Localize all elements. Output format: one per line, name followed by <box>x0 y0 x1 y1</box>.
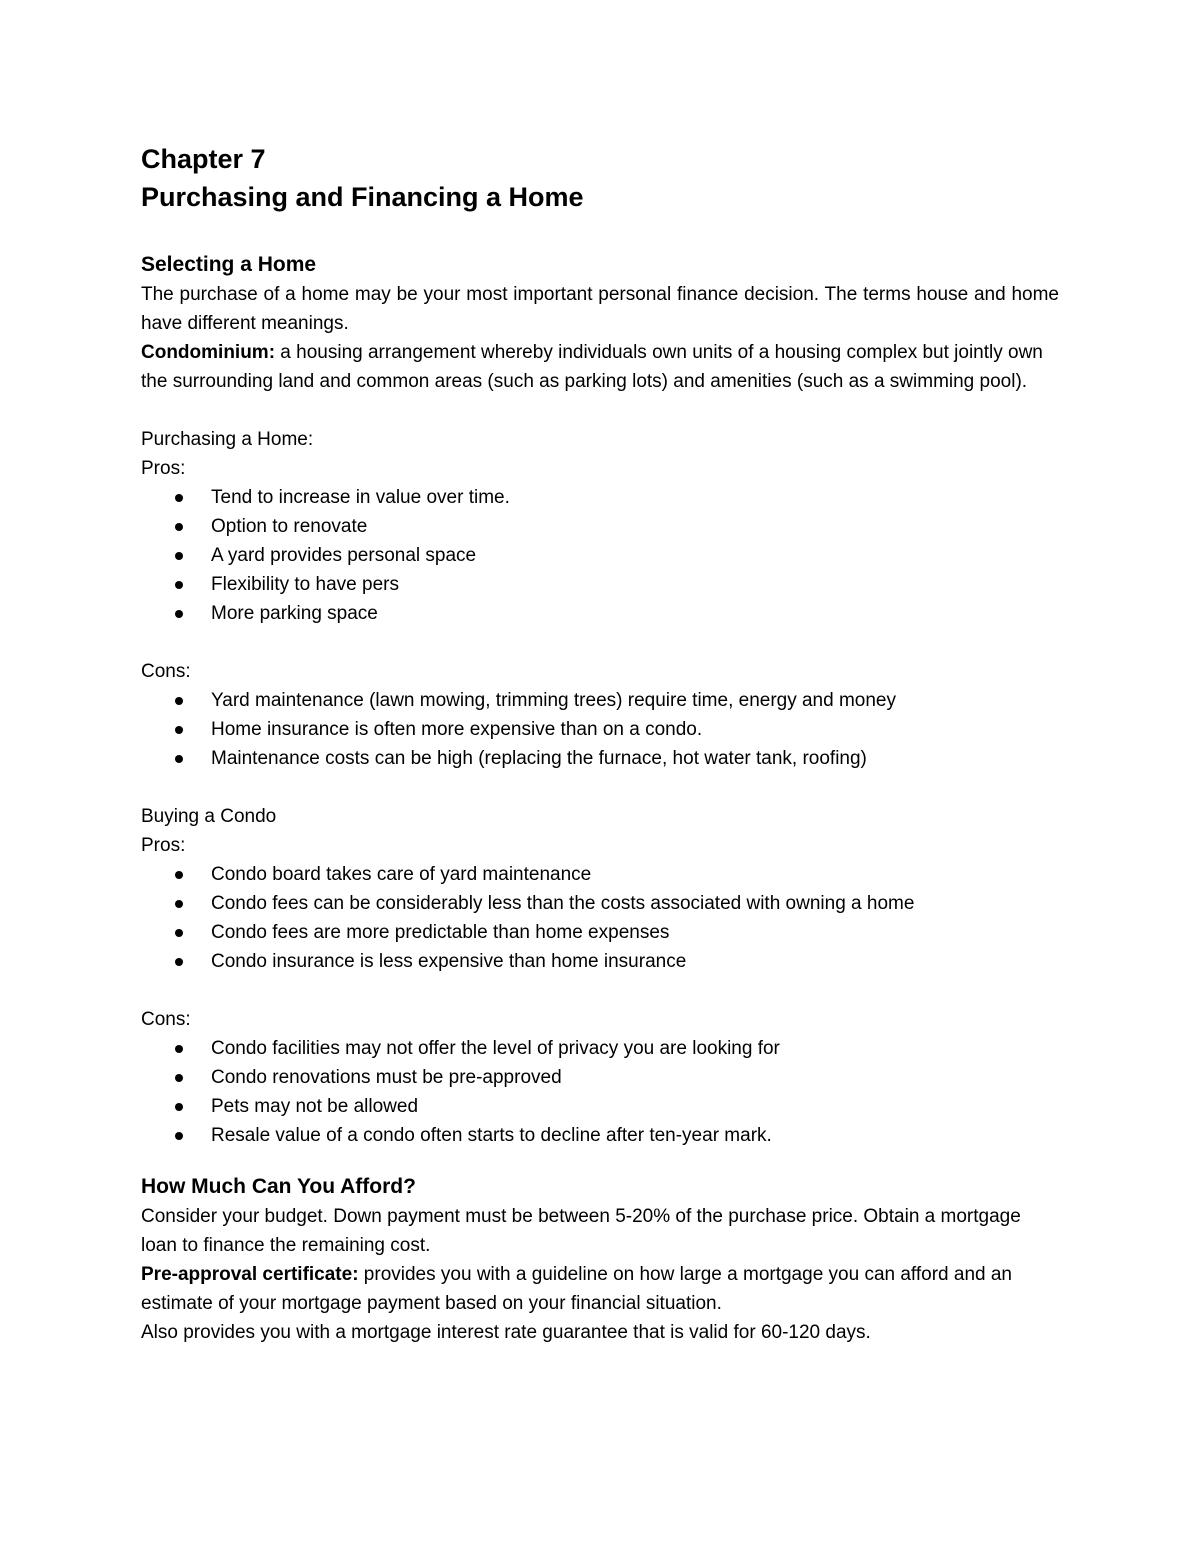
rate-guarantee-paragraph: Also provides you with a mortgage interest rate guarantee that is valid for 60-120 days. <box>141 1322 871 1343</box>
bullet-icon <box>175 552 183 560</box>
purchasing-home-label: Purchasing a Home: <box>141 429 314 450</box>
home-pros-list <box>141 483 1059 628</box>
condo-cons-list <box>141 1034 1059 1150</box>
list-item: Pets may not be allowed <box>211 1092 1059 1121</box>
selecting-home-paragraph: The purchase of a home may be your most important personal finance decision. The terms house and home have different meanings. <box>141 284 1059 334</box>
bullet-icon <box>175 900 183 908</box>
bullet-icon <box>175 929 183 937</box>
list-item: Maintenance costs can be high (replacing the furnace, hot water tank, roofing) <box>211 744 1059 773</box>
condominium-definition-text: a housing arrangement whereby individuals own units of a housing complex but jointly own the surrounding land and common areas (such as parking lots) and amenities (such as a swimming pool). <box>141 342 1043 392</box>
condominium-term: Condominium: <box>141 342 276 363</box>
list-item: Condo board takes care of yard maintenance <box>211 860 1059 889</box>
bullet-icon <box>175 494 183 502</box>
spacer <box>141 773 1059 802</box>
spacer <box>141 976 1059 1005</box>
preapproval-definition <box>141 1260 1059 1318</box>
chapter-number: Chapter 7 <box>141 144 266 174</box>
home-cons-list <box>141 686 1059 773</box>
preapproval-term: Pre-approval certificate: <box>141 1264 359 1285</box>
bullet-icon <box>175 1045 183 1053</box>
condo-pros-label: Pros: <box>141 835 186 856</box>
list-item: Condo insurance is less expensive than home insurance <box>211 947 1059 976</box>
afford-heading: How Much Can You Afford? <box>141 1175 416 1198</box>
bullet-icon <box>175 871 183 879</box>
list-item: Condo renovations must be pre-approved <box>211 1063 1059 1092</box>
list-item: Condo fees are more predictable than home expenses <box>211 918 1059 947</box>
condominium-definition <box>141 338 1059 396</box>
bullet-icon <box>175 958 183 966</box>
home-cons-label: Cons: <box>141 661 191 682</box>
bullet-icon <box>175 726 183 734</box>
spacer <box>141 628 1059 657</box>
buying-condo-label: Buying a Condo <box>141 806 277 827</box>
afford-paragraph: Consider your budget. Down payment must be between 5-20% of the purchase price. Obtain a mortgage loan to finance the remaining cost. <box>141 1206 1021 1256</box>
list-item: Resale value of a condo often starts to decline after ten-year mark. <box>211 1121 1059 1150</box>
condo-cons-label: Cons: <box>141 1009 191 1030</box>
bullet-icon <box>175 755 183 763</box>
spacer <box>141 396 1059 425</box>
list-item: Condo facilities may not offer the level of privacy you are looking for <box>211 1034 1059 1063</box>
home-pros-label: Pros: <box>141 458 186 479</box>
bullet-icon <box>175 1132 183 1140</box>
bullet-icon <box>175 697 183 705</box>
bullet-icon <box>175 610 183 618</box>
list-item: Option to renovate <box>211 512 1059 541</box>
list-item: Yard maintenance (lawn mowing, trimming trees) require time, energy and money <box>211 686 1059 715</box>
list-item: A yard provides personal space <box>211 541 1059 570</box>
list-item: Tend to increase in value over time. <box>211 483 1059 512</box>
selecting-home-heading: Selecting a Home <box>141 253 317 276</box>
document-page <box>141 140 1059 1347</box>
bullet-icon <box>175 1103 183 1111</box>
list-item: More parking space <box>211 599 1059 628</box>
preapproval-definition-text: provides you with a guideline on how large a mortgage you can afford and an estimate of your mortgage payment based on your financial situation. <box>141 1264 1012 1314</box>
bullet-icon <box>175 523 183 531</box>
list-item: Condo fees can be considerably less than the costs associated with owning a home <box>211 889 1059 918</box>
list-item: Home insurance is often more expensive than on a condo. <box>211 715 1059 744</box>
condo-pros-list <box>141 860 1059 976</box>
chapter-subtitle: Purchasing and Financing a Home <box>141 182 584 212</box>
chapter-title <box>141 140 1059 216</box>
list-item: Flexibility to have pers <box>211 570 1059 599</box>
bullet-icon <box>175 1074 183 1082</box>
bullet-icon <box>175 581 183 589</box>
